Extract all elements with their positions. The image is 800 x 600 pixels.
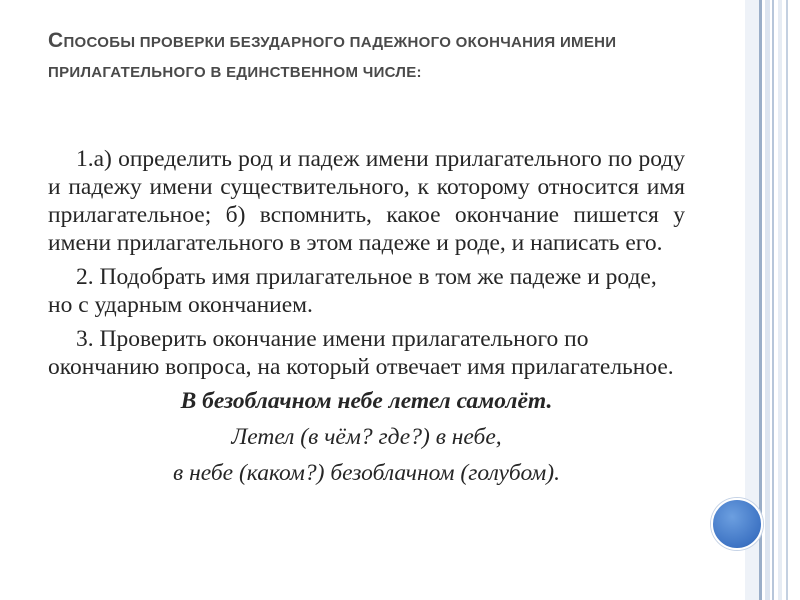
example-line-1: Летел (в чём? где?) в небе, [231, 424, 502, 450]
rule-paragraph-2: 2. Подобрать имя прилагательное в том же падеже и роде, но с ударным окончанием. [48, 264, 657, 318]
rule-paragraph-1: 1.а) определить род и падеж имени прилагательного по роду и падежу имени существительного, к которому относится имя прилагательное; б) вспомнить, какое окончание пишется у имени прилагательного в этом падеже и роде, и написать его. [48, 146, 685, 256]
decor-stripe [765, 0, 770, 600]
example-line-2: в небе (каком?) безоблачном (голубом). [173, 460, 560, 486]
decor-stripe [786, 0, 788, 600]
decor-stripe [778, 0, 782, 600]
example-sentence: В безоблачном небе летел самолёт. [180, 388, 553, 414]
decor-circle [711, 498, 763, 550]
title-text: ПОСОБЫ ПРОВЕРКИ БЕЗУДАРНОГО ПАДЕЖНОГО ОКОНЧАНИЯ ИМЕНИ ПРИЛАГАТЕЛЬНОГО В ЕДИНСТВЕННОМ ЧИСЛЕ: [48, 34, 617, 81]
rule-paragraph-3: 3. Проверить окончание имени прилагательного по окончанию вопроса, на который отвечает имя прилагательное. [48, 326, 674, 380]
title-initial: С [48, 29, 64, 52]
decor-stripe [772, 0, 774, 600]
slide-body [48, 145, 685, 487]
slide-title [48, 26, 708, 88]
